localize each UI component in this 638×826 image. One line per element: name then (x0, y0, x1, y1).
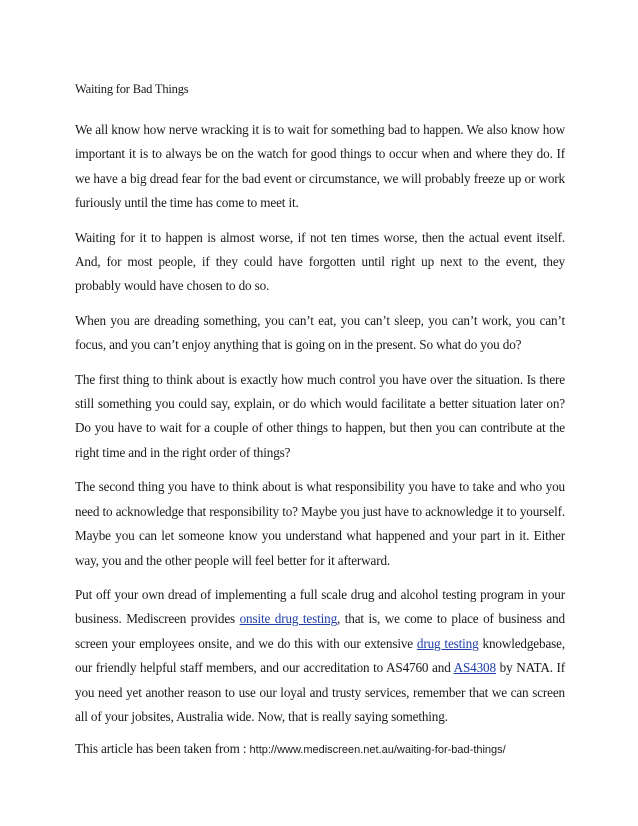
drug-testing-link[interactable]: drug testing (416, 635, 479, 651)
paragraph-6-text-1: Put off your own dread of implementing a full scale drug and alcohol testing program in your business. Mediscreen provides (75, 586, 565, 627)
document-body (75, 80, 565, 760)
source-label: This article has been taken from : (75, 741, 250, 757)
paragraph-1: We all know how nerve wracking it is to wait for something bad to happen. We also know how important it is to always be on the watch for good things to occur when and where they do. If we have a big dread fear for the bad event or circumstance, we will probably freeze up or work furiously until the time has come to meet it. (75, 122, 565, 211)
onsite-drug-testing-link[interactable]: onsite drug testing (239, 611, 338, 627)
paragraph-3: When you are dreading something, you can’t eat, you can’t sleep, you can’t work, you can’t focus, and you can’t enjoy anything that is going on in the present. So what do you do? (75, 312, 565, 353)
source-url: http://www.mediscreen.net.au/waiting-for-bad-things/ (249, 744, 506, 757)
paragraph-6 (75, 583, 565, 729)
document-title: Waiting for Bad Things (75, 82, 189, 96)
as4308-link[interactable]: AS4308 (453, 660, 496, 676)
paragraph-5: The second thing you have to think about is what responsibility you have to take and who you need to acknowledge that responsibility to? Maybe you just have to acknowledge it to yourself. Maybe you can let someone know you understand what happened and your part in it. Either way, you and the other people will feel better for it afterward. (75, 479, 565, 568)
paragraph-2: Waiting for it to happen is almost worse, if not ten times worse, then the actual event itself. And, for most people, if they could have forgotten until right up next to the event, they probably would have chosen to do so. (75, 229, 565, 294)
paragraph-4: The first thing to think about is exactly how much control you have over the situation. Is there still something you could say, explain, or do which would facilitate a better situation later on? Do you have to wait for a couple of other things to happen, but then you can contribute at the right time and in the right order of things? (75, 371, 565, 460)
paragraph-6-text-2: , that is, we come to place of business and screen your employees onsite, and we do this with our extensive (75, 611, 565, 651)
source-line (75, 739, 565, 760)
paragraph-6-text-3: knowledgebase, our friendly helpful staff members, and our accreditation to AS4760 and (75, 635, 565, 676)
paragraph-6-text-4: by NATA. If you need yet another reason to use our loyal and trusty services, remember that we can screen all of your jobsites, Australia wide. Now, that is really saying something. (75, 660, 566, 724)
